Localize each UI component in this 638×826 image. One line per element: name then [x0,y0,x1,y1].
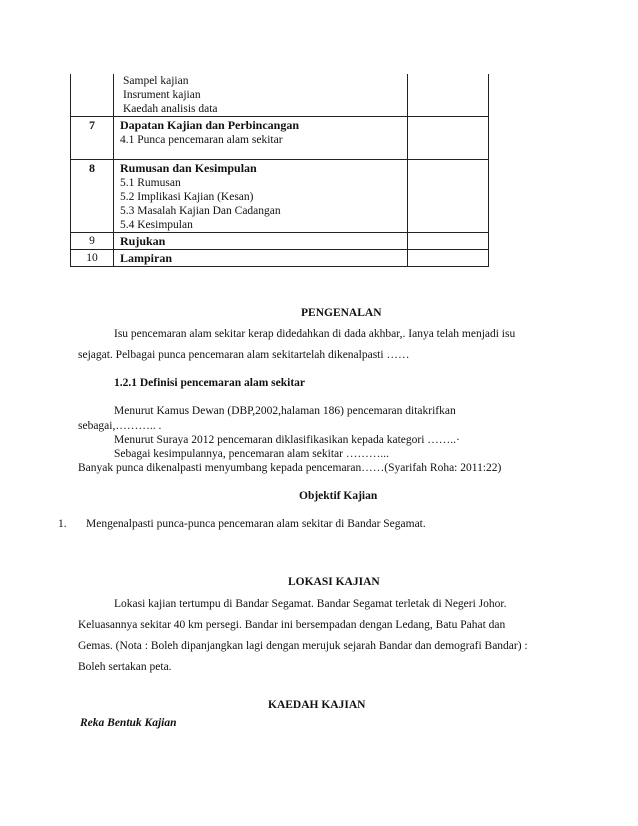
row-blank-cell [408,74,489,117]
row-content [114,250,408,267]
row-blank-cell [408,160,489,233]
row-title: Dapatan Kajian dan Perbincangan [120,118,300,132]
row-number: 8 [71,160,114,233]
definition-line: Menurut Suraya 2012 pencemaran diklasifikasikan kepada kategori ……..· [114,434,460,446]
row-blank-cell [408,117,489,160]
row-title: Rumusan dan Kesimpulan [120,161,257,175]
kaedah-subheading: Reka Bentuk Kajian [80,717,177,729]
table-row [71,250,489,267]
sub-item: Kaedah analisis data [123,103,218,115]
objektif-item: Mengenalpasti punca-punca pencemaran alam sekitar di Bandar Segamat. [86,518,426,530]
sub-item: 5.4 Kesimpulan [120,219,193,231]
table-row [71,160,489,233]
definition-subheading: 1.2.1 Definisi pencemaran alam sekitar [114,377,306,389]
row-title: Lampiran [120,251,173,265]
row-number: 9 [71,233,114,250]
row-content [114,160,408,233]
contents-table [70,74,489,267]
row-content [114,74,408,117]
table-row [71,117,489,160]
lokasi-line: Keluasannya sekitar 40 km persegi. Bandar ini bersempadan dengan Ledang, Batu Pahat dan [78,619,506,631]
definition-line: Sebagai kesimpulannya, pencemaran alam sekitar ………... [114,448,389,460]
pengenalan-paragraph-line: Isu pencemaran alam sekitar kerap didedahkan di dada akhbar,. Ianya telah menjadi isu [114,328,516,340]
objektif-heading: Objektif Kajian [299,490,378,502]
row-title: Rujukan [120,234,166,248]
lokasi-line: Boleh sertakan peta. [78,661,172,673]
lokasi-heading: LOKASI KAJIAN [288,576,380,588]
sub-item: Sampel kajian [123,75,189,87]
sub-item: 5.1 Rumusan [120,177,181,189]
row-number: 7 [71,117,114,160]
definition-line: sebagai,……….. . [78,420,162,432]
row-blank-cell [408,233,489,250]
sub-item: 5.2 Implikasi Kajian (Kesan) [120,191,254,203]
row-content [114,117,408,160]
row-number [71,74,114,117]
lokasi-line: Gemas. (Nota : Boleh dipanjangkan lagi dengan merujuk sejarah Bandar dan demografi Bandar) : [78,640,528,652]
kaedah-heading: KAEDAH KAJIAN [268,699,366,711]
sub-item: 4.1 Punca pencemaran alam sekitar [120,134,283,146]
row-number: 10 [71,250,114,267]
sub-item: Insrument kajian [123,89,201,101]
table-row [71,233,489,250]
definition-line: Menurut Kamus Dewan (DBP,2002,halaman 186) pencemaran ditakrifkan [114,405,456,417]
sub-item: 5.3 Masalah Kajian Dan Cadangan [120,205,281,217]
table-row [71,74,489,117]
pengenalan-paragraph-line: sejagat. Pelbagai punca pencemaran alam sekitartelah dikenalpasti …… [78,349,410,361]
definition-line: Banyak punca dikenalpasti menyumbang kepada pencemaran……(Syarifah Roha: 2011:22) [78,462,502,474]
objektif-item-number: 1. [58,518,67,530]
pengenalan-heading: PENGENALAN [301,307,382,319]
row-content [114,233,408,250]
row-blank-cell [408,250,489,267]
lokasi-line: Lokasi kajian tertumpu di Bandar Segamat. Bandar Segamat terletak di Negeri Johor. [114,598,507,610]
